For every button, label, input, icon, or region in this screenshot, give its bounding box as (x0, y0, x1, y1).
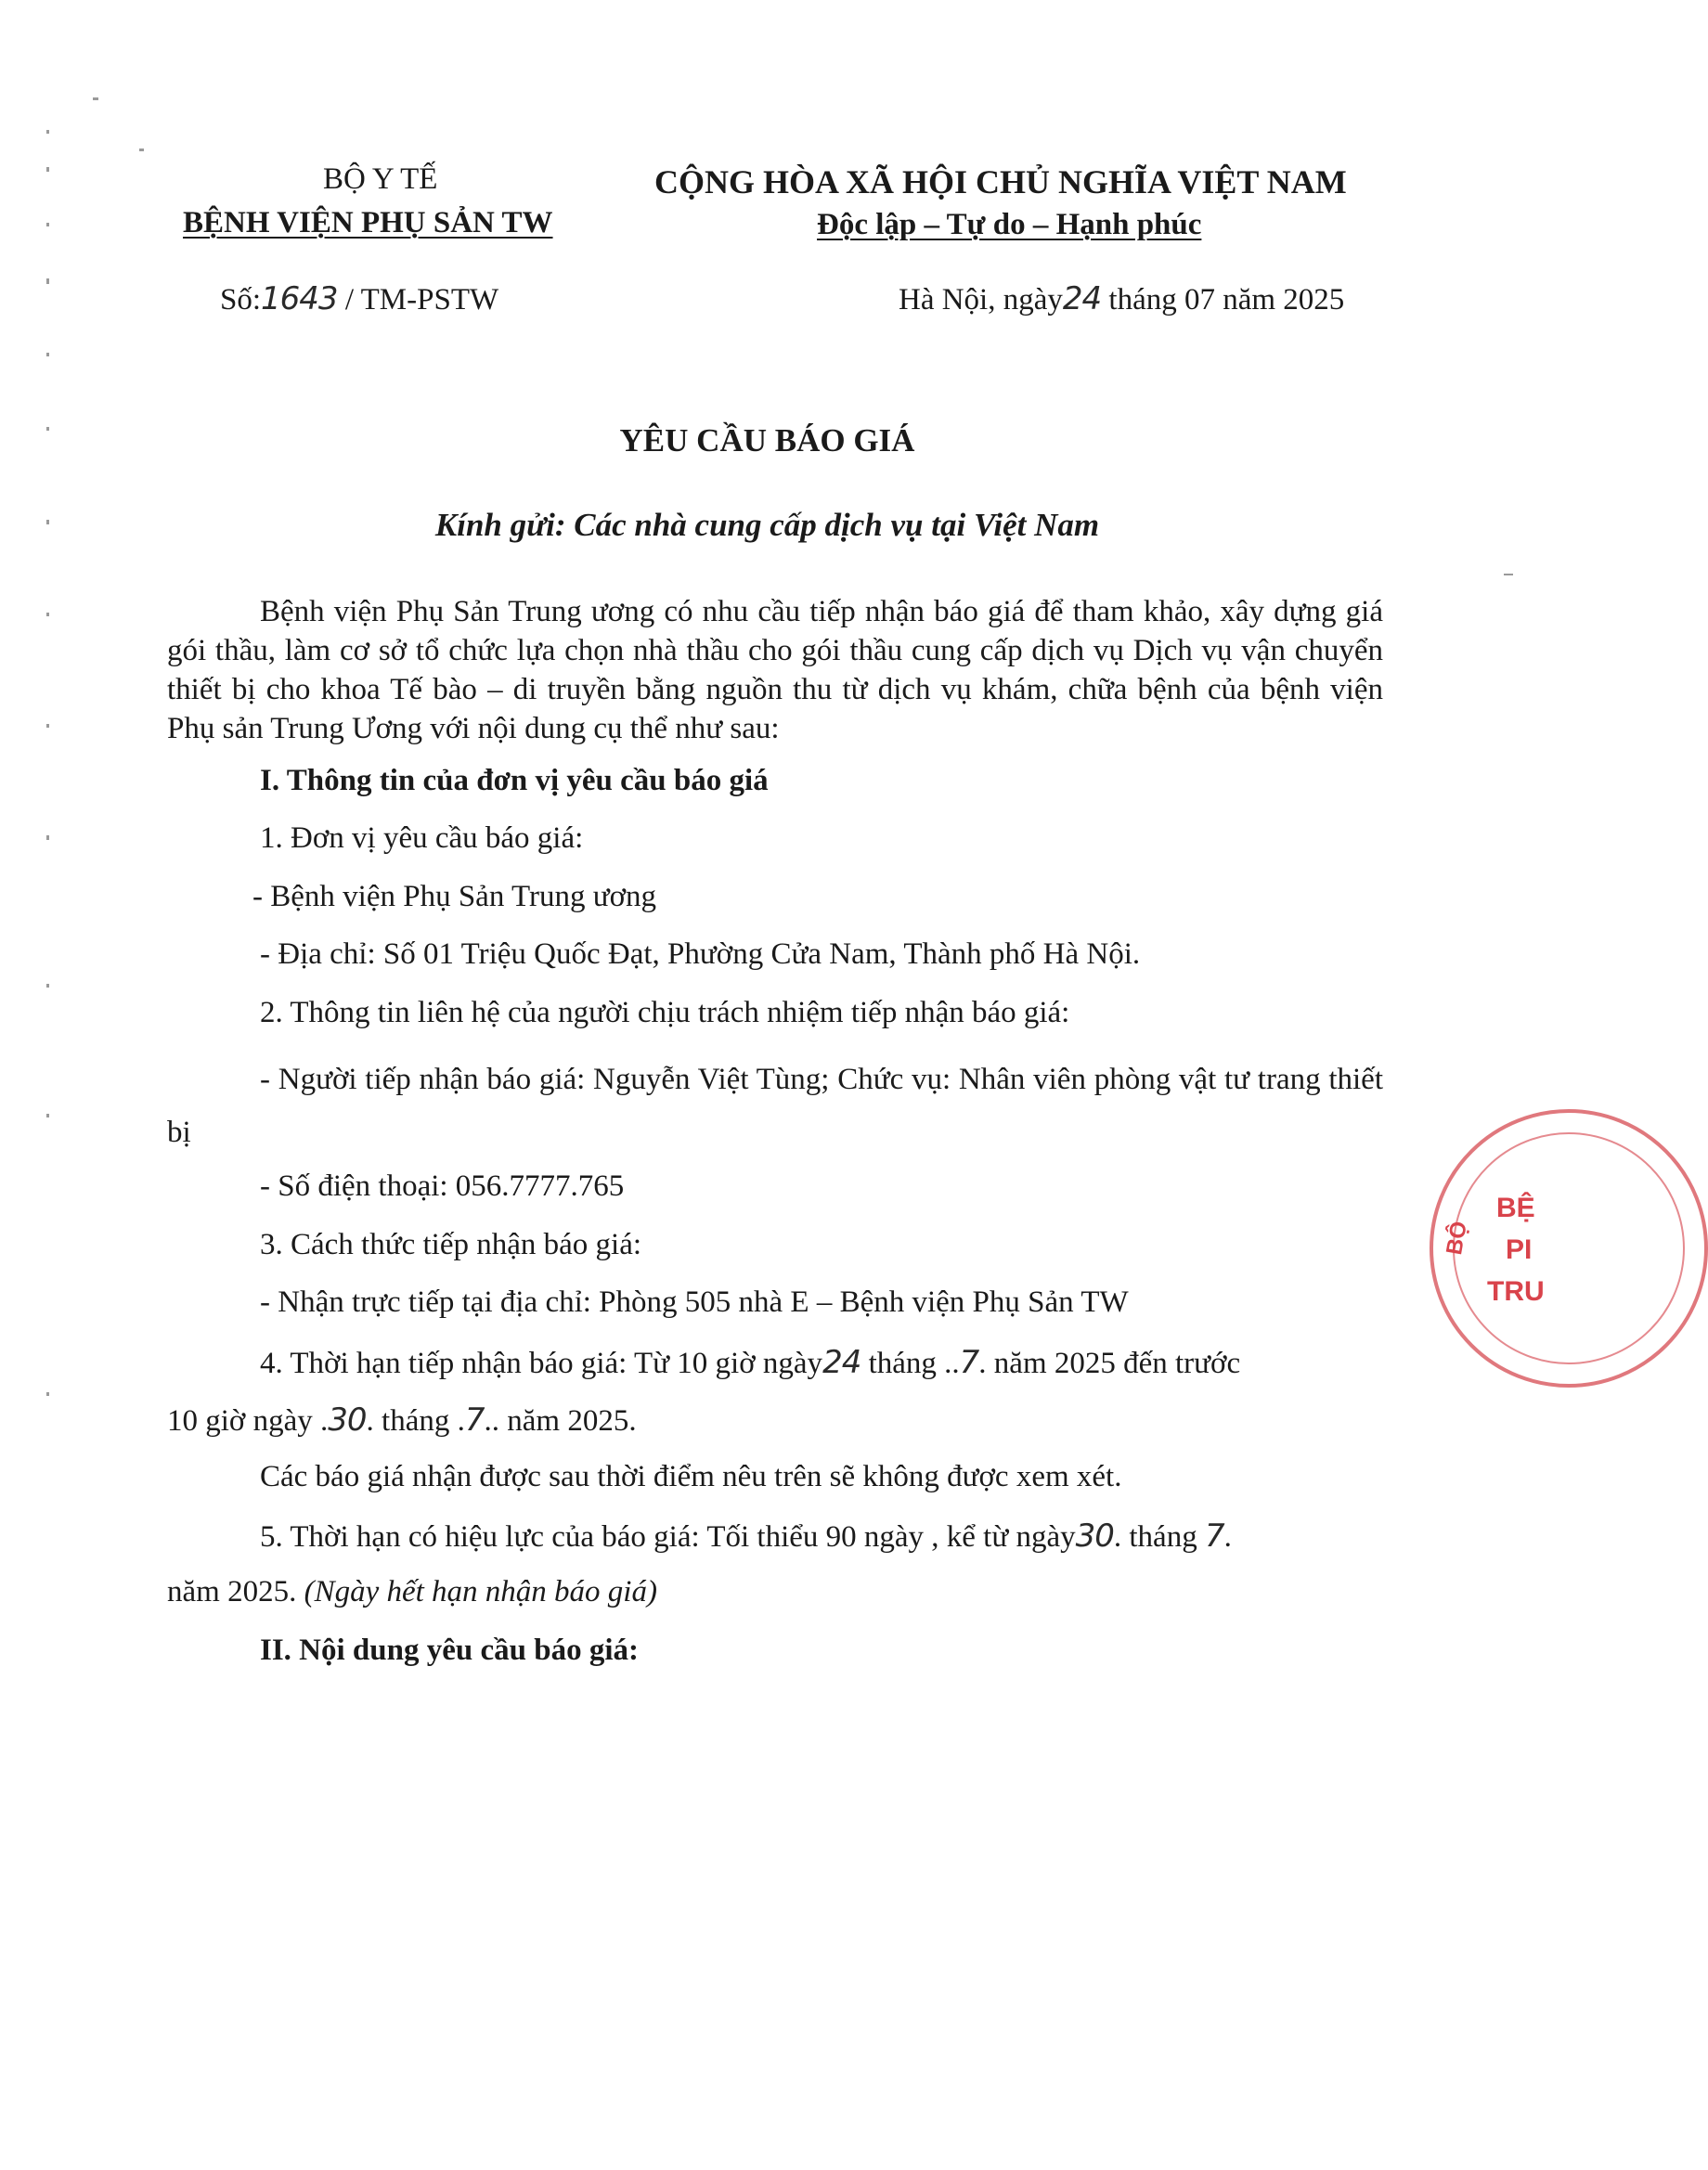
item-5-line-2 (167, 1575, 657, 1609)
item-5-part-1: 5. Thời hạn có hiệu lực của báo giá: Tối thiểu 90 ngày , kể từ ngày (260, 1520, 1076, 1554)
item-5-part-4: năm 2025. (167, 1575, 297, 1608)
item-4-month-2-handwritten: 7 (464, 1401, 485, 1439)
recipient-line: Kính gửi: Các nhà cung cấp dịch vụ tại Việt Nam (434, 507, 1100, 543)
item-5-day-handwritten: 30 (1075, 1518, 1114, 1555)
item-1-address: - Địa chỉ: Số 01 Triệu Quốc Đạt, Phường Cửa Nam, Thành phố Hà Nội. (260, 937, 1141, 971)
item-4-part-3: . năm 2025 đến trước (978, 1347, 1241, 1380)
intro-paragraph (167, 592, 1383, 748)
item-4-part-5: . tháng . (366, 1404, 465, 1438)
seal-text-side: BỘ (1442, 1219, 1472, 1257)
hospital-name: BỆNH VIỆN PHỤ SẢN TW (183, 206, 553, 239)
item-4-line-1 (260, 1344, 1240, 1381)
document-number (220, 280, 498, 317)
item-2-person-text: - Người tiếp nhận báo giá: Nguyễn Việt Tùng; Chức vụ: Nhân viên phòng vật tư trang thiết bị (167, 1063, 1383, 1149)
date-prefix: Hà Nội, ngày (899, 283, 1063, 316)
item-3-detail: - Nhận trực tiếp tại địa chỉ: Phòng 505 nhà E – Bệnh viện Phụ Sản TW (260, 1285, 1129, 1319)
item-1-name: - Bệnh viện Phụ Sản Trung ương (252, 880, 657, 913)
item-4-part-2: tháng .. (860, 1347, 960, 1380)
item-4-line-2 (167, 1401, 637, 1439)
document-date (899, 280, 1344, 317)
document-number-handwritten: 1643 (261, 280, 338, 317)
date-day-handwritten: 24 (1062, 280, 1102, 317)
section-2-heading: II. Nội dung yêu cầu báo giá: (260, 1634, 640, 1667)
document-number-prefix: Số: (220, 283, 262, 316)
seal-text-line-1: BỆ (1496, 1193, 1535, 1223)
item-5-month-handwritten: 7 (1204, 1518, 1224, 1555)
item-1-label: 1. Đơn vị yêu cầu báo giá: (260, 821, 584, 855)
seal-text-line-2: PI (1506, 1234, 1533, 1265)
item-2-person (167, 1053, 1383, 1159)
item-4-month-1-handwritten: 7 (959, 1344, 979, 1381)
item-2-label: 2. Thông tin liên hệ của người chịu trách nhiệm tiếp nhận báo giá: (260, 996, 1070, 1029)
late-quote-note: Các báo giá nhận được sau thời điểm nêu trên sẽ không được xem xét. (260, 1460, 1122, 1493)
item-3-label: 3. Cách thức tiếp nhận báo giá: (260, 1228, 642, 1261)
item-4-day-2-handwritten: 30 (328, 1401, 367, 1439)
document-title: YÊU CẦU BÁO GIÁ (619, 422, 915, 459)
national-motto: Độc lập – Tự do – Hạnh phúc (817, 208, 1202, 241)
republic-name: CỘNG HÒA XÃ HỘI CHỦ NGHĨA VIỆT NAM (654, 163, 1347, 200)
item-4-part-4: 10 giờ ngày . (167, 1404, 329, 1438)
item-5-line-1 (260, 1518, 1232, 1555)
item-2-phone: - Số điện thoại: 056.7777.765 (260, 1169, 625, 1203)
item-5-part-2: . tháng (1113, 1520, 1205, 1554)
item-5-italic-note: (Ngày hết hạn nhận báo giá) (304, 1575, 657, 1608)
intro-text: Bệnh viện Phụ Sản Trung ương có nhu cầu tiếp nhận báo giá để tham khảo, xây dựng giá gói thầu, làm cơ sở tổ chức lựa chọn nhà thầu cho gói thầu cung cấp dịch vụ Dịch vụ vận chuyển thiết bị cho khoa Tế bào – di truyền bằng nguồn thu từ dịch vụ khám, chữa bệnh của bệnh viện Phụ sản Trung Ương với nội dung cụ thể như sau: (167, 595, 1383, 745)
ministry-name: BỘ Y TẾ (323, 162, 438, 196)
section-1-heading: I. Thông tin của đơn vị yêu cầu báo giá (260, 764, 769, 797)
item-4-part-6: .. năm 2025. (484, 1404, 637, 1438)
document-number-suffix: / TM-PSTW (337, 283, 499, 316)
date-suffix: tháng 07 năm 2025 (1101, 283, 1345, 316)
item-5-part-3: . (1223, 1520, 1232, 1554)
item-4-part-1: 4. Thời hạn tiếp nhận báo giá: Từ 10 giờ ngày (260, 1347, 823, 1380)
seal-text-line-3: TRU (1487, 1276, 1545, 1307)
seal-inner-ring (1453, 1132, 1685, 1364)
item-4-day-1-handwritten: 24 (822, 1344, 861, 1381)
